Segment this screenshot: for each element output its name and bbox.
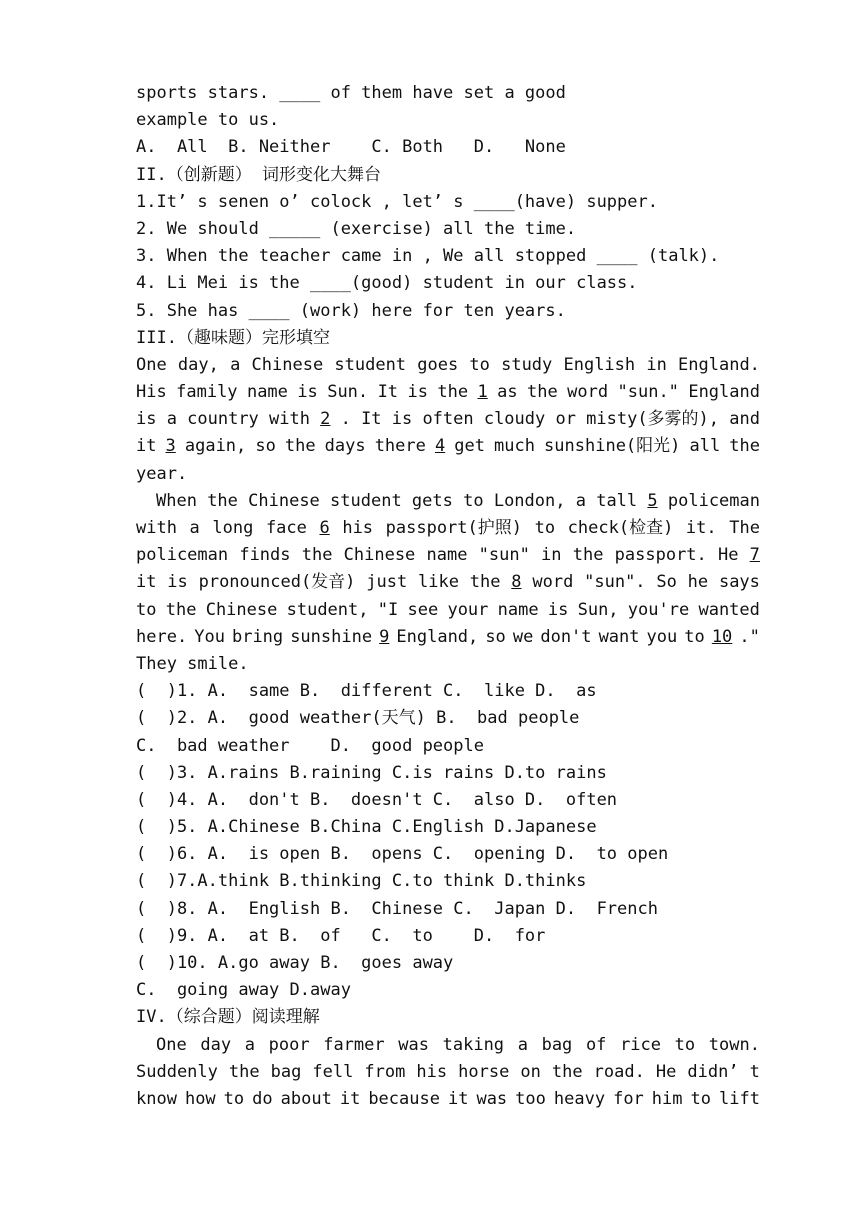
word: bag — [270, 1061, 302, 1082]
word: it — [136, 572, 157, 593]
word: the — [437, 382, 469, 403]
paragraph-line — [136, 1059, 760, 1086]
option-line: ( )1. A. same B. different C. like D. as — [136, 681, 597, 702]
word: is — [297, 382, 318, 403]
word: is — [136, 409, 157, 430]
word: it — [136, 436, 157, 457]
word: Chinese — [251, 354, 324, 375]
word: of — [585, 1034, 607, 1055]
word: a — [166, 409, 177, 430]
option-line: ( )2. A. good weather(天气) B. bad people — [136, 708, 580, 729]
word: says — [718, 572, 760, 593]
word: rice — [620, 1034, 662, 1055]
word: bag — [541, 1034, 573, 1055]
word: student — [334, 354, 407, 375]
word: Chinese — [205, 599, 278, 620]
word: England, — [396, 626, 479, 647]
word: study — [501, 354, 553, 375]
word: so — [255, 436, 276, 457]
word: English — [563, 354, 636, 375]
word: pronounced(发音) — [198, 572, 356, 593]
option-line: C. bad weather D. good people — [136, 735, 484, 756]
word: His — [136, 382, 167, 403]
word: One — [136, 354, 167, 375]
word: check(检查) — [567, 518, 674, 538]
word: for — [613, 1088, 644, 1109]
blank-6: 6 — [319, 518, 330, 538]
word: horse — [458, 1061, 510, 1082]
word: tall — [596, 490, 638, 511]
word: finds — [239, 545, 291, 566]
word: to — [469, 354, 490, 375]
word: wanted — [698, 599, 760, 620]
paragraph-line — [136, 379, 760, 406]
word: is — [391, 409, 413, 430]
option-line: C. going away D.away — [136, 980, 351, 1001]
exercise-item: 3. When the teacher came in , We all stopped ____ (talk). — [136, 246, 720, 267]
word: didn’ — [687, 1061, 739, 1082]
blank-4: 4 — [434, 436, 446, 457]
word: The — [729, 518, 760, 538]
word: it — [447, 1088, 469, 1109]
word: He — [717, 545, 739, 566]
word: his — [342, 518, 374, 538]
word: . — [340, 409, 351, 430]
word: how — [184, 1088, 216, 1109]
word: to — [674, 1034, 696, 1055]
word: cloudy — [483, 409, 546, 430]
word: days — [324, 436, 366, 457]
word: from — [364, 1061, 406, 1082]
exercise-item: 4. Li Mei is the ____(good) student in our class. — [136, 273, 638, 294]
blank-1: 1 — [477, 382, 488, 403]
word: he — [687, 572, 709, 593]
word: to — [223, 1088, 245, 1109]
word: face — [265, 518, 307, 538]
word: It — [377, 382, 399, 403]
word: goes — [417, 354, 459, 375]
blank-7: 7 — [749, 545, 760, 566]
word: Chinese — [248, 490, 320, 511]
word: all — [689, 436, 721, 457]
word: and — [729, 409, 760, 430]
paragraph-line — [136, 569, 760, 596]
word: student, — [286, 599, 369, 620]
word: poor — [268, 1034, 310, 1055]
word: "I — [377, 599, 399, 620]
word: misty(多雾的), — [586, 409, 720, 430]
paragraph-line — [136, 1032, 760, 1059]
section-heading: II.（创新题） 词形变化大舞台 — [136, 164, 381, 185]
blank-5: 5 — [647, 490, 658, 511]
word: him — [651, 1088, 683, 1109]
word: or — [555, 409, 576, 430]
word: passport(护照) — [385, 518, 522, 538]
word: policeman — [667, 490, 760, 511]
paragraph-line — [136, 433, 760, 460]
word: the — [729, 436, 760, 457]
blank-3: 3 — [165, 436, 176, 457]
word: heavy — [553, 1088, 606, 1109]
word: family — [176, 382, 238, 403]
word: Suddenly — [136, 1061, 218, 1082]
word: in — [646, 354, 667, 375]
word: lift — [719, 1088, 760, 1109]
word: It — [361, 409, 382, 430]
word: was — [476, 1088, 508, 1109]
option-line: ( )3. A.rains B.raining C.is rains D.to rains — [136, 762, 607, 783]
word: it — [339, 1088, 361, 1109]
word: the — [301, 545, 333, 566]
word: your — [447, 599, 489, 620]
word: town. — [708, 1034, 760, 1055]
options-line: A. All B. Neither C. Both D. None — [136, 137, 566, 158]
paragraph-line — [136, 1086, 760, 1113]
word: name — [246, 382, 288, 403]
option-line: ( )4. A. don't B. doesn't C. also D. often — [136, 789, 618, 810]
word: England — [688, 382, 760, 403]
word: sunshine(阳光) — [544, 436, 681, 457]
word: you're — [627, 599, 690, 620]
word: word — [532, 572, 574, 593]
word: London, — [493, 490, 566, 511]
word: word — [567, 382, 609, 403]
word: taking — [442, 1034, 505, 1055]
word: "sun." — [617, 382, 679, 403]
paragraph-line — [136, 352, 760, 379]
word: Sun, — [577, 599, 619, 620]
word: on — [520, 1061, 541, 1082]
paragraph-line — [136, 624, 760, 651]
blank-10: 10 — [711, 626, 733, 647]
section-heading: IV.（综合题）阅读理解 — [136, 1007, 320, 1028]
word: a — [517, 1034, 528, 1055]
word: You — [194, 626, 225, 647]
word: the — [228, 1061, 260, 1082]
word: a — [189, 518, 200, 538]
word: policeman — [136, 545, 229, 566]
paragraph-line — [136, 515, 760, 542]
word: to — [684, 626, 705, 647]
word: much — [494, 436, 535, 457]
option-line: ( )6. A. is open B. opens C. opening D. to open — [136, 844, 669, 865]
word: road. — [593, 1061, 645, 1082]
word: again, — [184, 436, 247, 457]
word: passport. — [614, 545, 707, 566]
word: farmer — [323, 1034, 385, 1055]
word: sunshine — [290, 626, 373, 647]
option-line: ( )8. A. English B. Chinese C. Japan D. French — [136, 898, 658, 919]
word: a — [230, 354, 241, 375]
word: He — [655, 1061, 677, 1082]
word: the — [207, 490, 238, 511]
word: gets — [411, 490, 453, 511]
word: So — [656, 572, 677, 593]
word: the — [572, 545, 604, 566]
word: to — [136, 599, 157, 620]
word: a — [244, 1034, 255, 1055]
word: the — [469, 572, 501, 593]
paragraph-line — [136, 597, 760, 624]
paragraph-line — [136, 406, 760, 433]
word: When — [156, 490, 197, 511]
word: so — [485, 626, 506, 647]
text-line: example to us. — [136, 110, 280, 131]
section-heading: III.（趣味题）完形填空 — [136, 327, 330, 348]
word: get — [454, 436, 485, 457]
word: bring — [231, 626, 284, 647]
text-line: sports stars. ____ of them have set a good — [136, 83, 566, 103]
word: the — [551, 1061, 583, 1082]
word: like — [418, 572, 459, 593]
word: here. — [136, 626, 188, 647]
word: ." — [739, 626, 760, 647]
word: about — [280, 1088, 332, 1109]
word: England. — [678, 354, 760, 375]
exercise-item: 2. We should _____ (exercise) all the time. — [136, 218, 577, 239]
word: just — [366, 572, 408, 593]
word: with — [269, 409, 310, 430]
paragraph-line: year. — [136, 463, 188, 484]
word: his — [416, 1061, 448, 1082]
word: day, — [177, 354, 219, 375]
word: to — [463, 490, 484, 511]
word: "sun" — [478, 545, 530, 566]
word: with — [136, 518, 177, 538]
word: t — [749, 1061, 760, 1082]
word: long — [212, 518, 254, 538]
word: in — [541, 545, 562, 566]
word: is — [167, 572, 188, 593]
blank-9: 9 — [379, 626, 390, 647]
exercise-item: 1.It’ s senen o’ colock , let’ s ____(have) supper. — [136, 191, 658, 212]
word: a — [575, 490, 586, 511]
word: to — [690, 1088, 711, 1109]
word: know — [136, 1088, 177, 1109]
word: One — [156, 1034, 187, 1055]
word: the — [284, 436, 316, 457]
word: want — [598, 626, 640, 647]
word: because — [368, 1088, 440, 1109]
word: name — [426, 545, 468, 566]
exercise-item: 5. She has ____ (work) here for ten years. — [136, 300, 566, 321]
word: see — [407, 599, 439, 620]
word: day — [200, 1034, 232, 1055]
paragraph-line — [136, 488, 760, 515]
word: "sun". — [584, 572, 646, 593]
word: country — [187, 409, 259, 430]
word: too — [515, 1088, 546, 1109]
document-page — [136, 80, 760, 1113]
word: fell — [312, 1061, 354, 1082]
option-line: ( )7.A.think B.thinking C.to think D.thinks — [136, 871, 587, 892]
word: you — [646, 626, 678, 647]
word: we — [512, 626, 534, 647]
word: name — [497, 599, 539, 620]
word: Chinese — [343, 545, 416, 566]
word: the — [165, 599, 197, 620]
option-line: ( )5. A.Chinese B.China C.English D.Japanese — [136, 817, 597, 838]
word: was — [398, 1034, 429, 1055]
word: often — [422, 409, 474, 430]
paragraph-line: They smile. — [136, 653, 249, 674]
word: the — [527, 382, 558, 403]
word: is — [547, 599, 569, 620]
word: there — [374, 436, 426, 457]
word: is — [407, 382, 428, 403]
word: it. — [685, 518, 717, 538]
blank-8: 8 — [511, 572, 522, 593]
paragraph-line — [136, 542, 760, 569]
word: do — [252, 1088, 273, 1109]
option-line: ( )10. A.go away B. goes away — [136, 953, 454, 973]
option-line: ( )9. A. at B. of C. to D. for — [136, 925, 546, 946]
word: don't — [540, 626, 592, 647]
word: as — [497, 382, 518, 403]
blank-2: 2 — [320, 409, 331, 430]
word: to — [534, 518, 556, 538]
word: Sun. — [327, 382, 369, 403]
word: student — [330, 490, 402, 511]
